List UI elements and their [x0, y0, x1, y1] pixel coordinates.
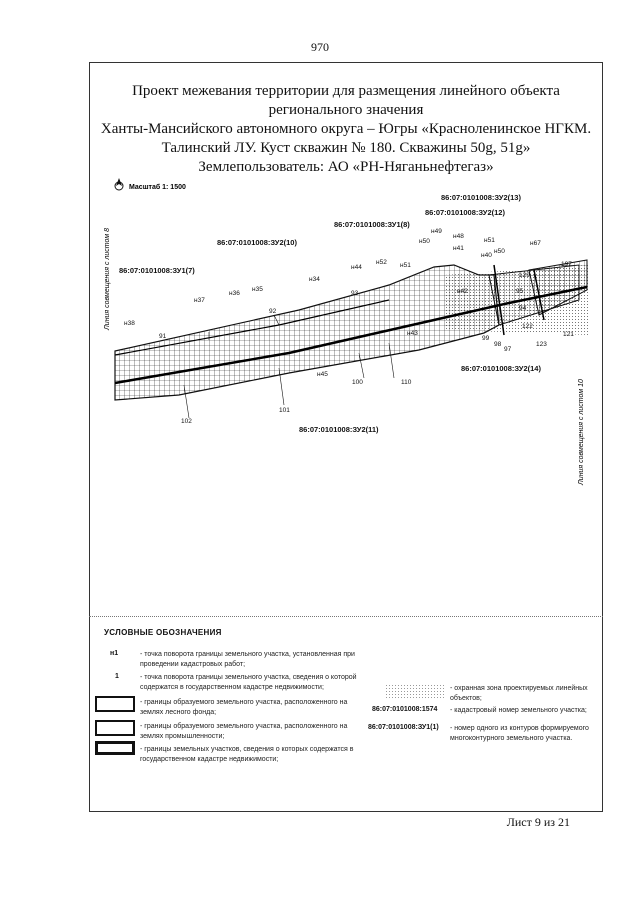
- point-label: 99: [482, 335, 490, 342]
- map-drawing: [89, 175, 603, 615]
- legend-text: - охранная зона проектируемых линейных объектов;: [450, 685, 588, 702]
- point-label: н37: [194, 297, 205, 304]
- title-line: Проект межевания территории для размещения линейного объекта: [132, 83, 560, 99]
- north-arrow-icon: [115, 178, 123, 190]
- parcel-label: 86:07:0101008:ЗУ1(8): [334, 220, 410, 229]
- point-label: н38: [124, 320, 135, 327]
- point-label: 91: [159, 333, 167, 340]
- legend-swatch-registered-parcel: [95, 741, 135, 755]
- legend-symbol: 86:07:0101008:ЗУ1(1): [368, 724, 439, 731]
- legend-text: - границы образуемого земельного участка, расположенного на землях лесного фонда;: [140, 699, 348, 716]
- point-label: н67: [530, 240, 541, 247]
- point-label: н45: [317, 371, 328, 378]
- point-label: 102: [181, 418, 192, 425]
- point-label: н51: [400, 262, 411, 269]
- parcel-label: 86:07:0101008:ЗУ2(12): [425, 208, 505, 217]
- point-label: 123: [536, 341, 547, 348]
- cadastral-map: [89, 175, 603, 615]
- right-match-line-note: Линия совмещения с листом 10: [578, 379, 585, 485]
- legend-symbol: н1: [110, 650, 119, 657]
- point-label: 93: [351, 290, 359, 297]
- point-label: 98: [494, 341, 502, 348]
- point-label: 197: [561, 261, 572, 268]
- map-scale: Масштаб 1: 1500: [129, 184, 186, 191]
- point-label: н42: [457, 288, 468, 295]
- point-label: 92: [269, 308, 277, 315]
- legend-swatch-forest-parcel: [95, 696, 135, 712]
- point-label: 110: [401, 379, 412, 386]
- legend-symbol: 1: [115, 673, 119, 680]
- title-line: Талинский ЛУ. Куст скважин № 180. Скважины 50g, 51g»: [161, 140, 531, 156]
- point-label: н50: [419, 238, 430, 245]
- point-label: н48: [453, 233, 464, 240]
- point-label: 121: [563, 331, 574, 338]
- legend-text: - номер одного из контуров формируемого многоконтурного земельного участка.: [450, 725, 589, 742]
- point-label: 94: [519, 305, 527, 312]
- point-label: 122: [522, 323, 533, 330]
- parcel-label: 86:07:0101008:ЗУ2(11): [299, 425, 379, 434]
- parcel-corridor-main: [115, 265, 499, 400]
- point-label: н44: [351, 264, 362, 271]
- legend-text: - точка поворота границы земельного участка, сведения о которой содержатся в государственном кадастре недвижимости;: [140, 674, 357, 691]
- parcel-label: 86:07:0101008:ЗУ2(13): [441, 193, 521, 202]
- point-label: 129: [519, 272, 530, 279]
- legend-text: - точка поворота границы земельного участка, установленная при проведении кадастровых работ;: [140, 651, 355, 668]
- point-label: 101: [279, 407, 290, 414]
- legend-text: - кадастровый номер земельного участка;: [450, 707, 587, 714]
- left-match-line-note: Линия совмещения с листом 8: [104, 227, 111, 330]
- legend-symbol: 86:07:0101008:1574: [372, 706, 438, 713]
- point-label: 97: [504, 346, 512, 353]
- title-line: Землепользователь: АО «РН-Няганьнефтегаз»: [198, 159, 494, 175]
- point-label: н43: [407, 330, 418, 337]
- legend-text: - границы земельных участков, сведения о которых содержатся в государственном кадастре недвижимости;: [140, 746, 354, 763]
- point-label: н40: [481, 252, 492, 259]
- point-label: н35: [252, 286, 263, 293]
- point-label: н51: [484, 237, 495, 244]
- title-line: регионального значения: [268, 102, 424, 118]
- point-label: н52: [376, 259, 387, 266]
- legend-heading: УСЛОВНЫЕ ОБОЗНАЧЕНИЯ: [104, 628, 222, 637]
- parcel-label: 86:07:0101008:ЗУ1(7): [119, 266, 195, 275]
- legend-text: - границы образуемого земельного участка, расположенного на землях промышленности;: [140, 723, 348, 740]
- legend-swatch-protection-zone: [385, 684, 445, 698]
- parcel-label: 86:07:0101008:ЗУ2(10): [217, 238, 297, 247]
- page-number: 970: [311, 40, 329, 54]
- parcel-label: 86:07:0101008:ЗУ2(14): [461, 364, 541, 373]
- point-label: н36: [229, 290, 240, 297]
- legend-swatch-industrial-parcel: [95, 720, 135, 736]
- legend-separator: [89, 616, 603, 617]
- point-label: н34: [309, 276, 320, 283]
- point-label: н49: [431, 228, 442, 235]
- point-label: 100: [352, 379, 363, 386]
- point-label: н50: [494, 248, 505, 255]
- point-label: 95: [516, 288, 524, 295]
- document-title: [89, 82, 603, 177]
- title-line: Ханты-Мансийского автономного округа – Югры «Красноленинское НГКМ.: [100, 121, 592, 137]
- point-label: н41: [453, 245, 464, 252]
- sheet-number: Лист 9 из 21: [506, 815, 570, 829]
